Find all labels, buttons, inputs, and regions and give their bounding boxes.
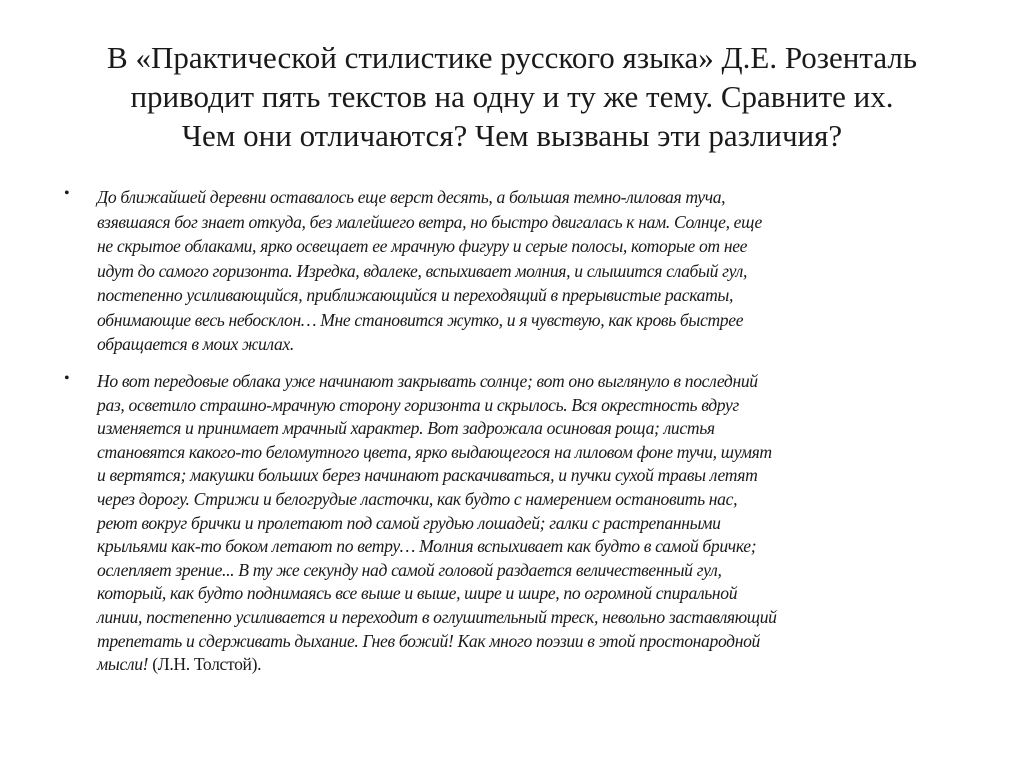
- bullet-item-1: [60, 185, 980, 357]
- text-line: обращается в моих жилах.: [97, 334, 294, 354]
- text-line: обнимающие весь небосклон… Мне становится жутко, и я чувствую, как кровь быстрее: [97, 309, 744, 330]
- text-line: идут до самого горизонта. Изредка, вдалеке, вспыхивает молния, и слышится слабый гул,: [97, 260, 747, 281]
- title-line: приводит пять текстов на одну и ту же тему. Сравните их.: [130, 79, 894, 114]
- text-line: ослепляет зрение... В ту же секунду над самой головой раздается величественный гул,: [97, 559, 722, 580]
- text-line: трепетать и сдерживать дыхание. Гнев божий! Как много поэзии в этой простонародной: [97, 630, 760, 651]
- text-line: До ближайшей деревни оставалось еще верст десять, а большая темно-лиловая туча,: [97, 187, 726, 207]
- text-line: не скрытое облаками, ярко освещает ее мрачную фигуру и серые полосы, которые от нее: [97, 236, 748, 256]
- text-line: который, как будто поднимаясь все выше и выше, шире и шире, по огромной спиральной: [97, 583, 738, 604]
- text-line: крыльями как-то боком летают по ветру… Молния вспыхивает как будто в самой бричке;: [97, 536, 757, 557]
- text-line: Но вот передовые облака уже начинают закрывать солнце; вот оно выглянуло в последний: [97, 371, 758, 391]
- bullet-icon: •: [64, 185, 70, 202]
- text-line: изменяется и принимает мрачный характер. Вот задрожала осиновая роща; листья: [97, 418, 715, 439]
- text-line: становятся какого-то беломутного цвета, ярко выдающегося на лиловом фоне тучи, шумят: [97, 441, 772, 462]
- text-line: взявшаяся бог знает откуда, без малейшего ветра, но быстро двигалась к нам. Солнце, еще: [97, 211, 762, 232]
- bullet-item-2: [60, 370, 980, 677]
- attribution: (Л.Н. Толстой).: [148, 654, 262, 675]
- text-line: через дорогу. Стрижи и белогрудые ласточки, как будто с намерением остановить нас,: [97, 488, 738, 509]
- bullet-icon: •: [64, 370, 70, 387]
- text-fragment: мысли!: [97, 654, 149, 675]
- text-line-last: [97, 653, 980, 677]
- text-line: постепенно усиливающийся, приближающийся и переходящий в прерывистые раскаты,: [97, 285, 734, 305]
- text-line: и вертятся; макушки больших берез начинают раскачиваться, и пучки сухой травы летят: [97, 465, 758, 486]
- text-line: реют вокруг брички и пролетают под самой грудью лошадей; галки с растрепанными: [97, 512, 721, 533]
- text-line: линии, постепенно усиливается и переходит в оглушительный треск, невольно заставляющий: [97, 606, 777, 627]
- slide-title: [0, 38, 1024, 155]
- text-line: раз, осветило страшно-мрачную сторону горизонта и скрылось. Вся окрестность вдруг: [97, 394, 739, 415]
- bullet-text: [97, 370, 980, 677]
- bullet-text: [97, 185, 980, 357]
- title-line: Чем они отличаются? Чем вызваны эти различия?: [181, 118, 843, 153]
- title-line: В «Практической стилистике русского языка» Д.Е. Розенталь: [107, 40, 917, 75]
